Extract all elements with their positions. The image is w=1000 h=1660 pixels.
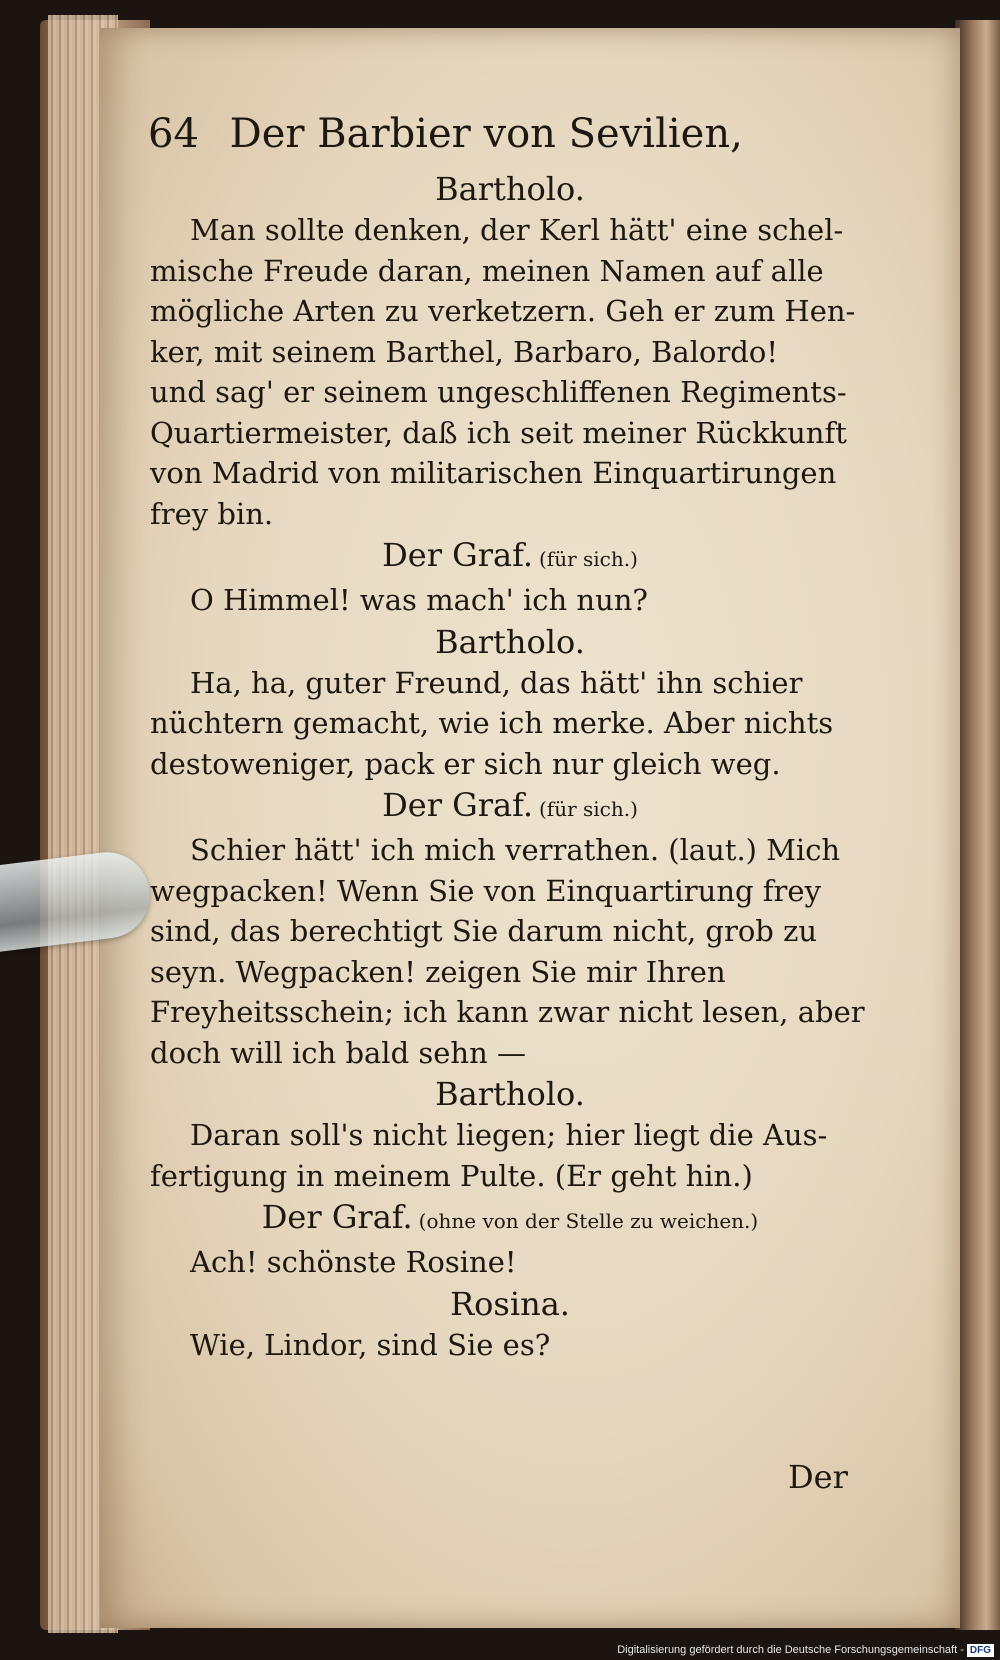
- speaker-heading: [150, 168, 870, 210]
- speech: [150, 210, 870, 534]
- speaker-heading: [150, 1283, 870, 1325]
- book-page: [100, 28, 960, 1628]
- text-line: ker, mit seinem Barthel, Barbaro, Balordo!: [150, 334, 778, 369]
- speech: [150, 663, 870, 785]
- speaker-name: Rosina.: [450, 1284, 570, 1323]
- speaker-heading: [150, 1196, 870, 1242]
- page-number: 64: [148, 111, 199, 157]
- speaker-heading: [150, 1073, 870, 1115]
- dialogue: [150, 168, 870, 1365]
- speech: [150, 580, 870, 621]
- speaker-name: Der Graf.: [382, 786, 533, 824]
- text-line: Freyheitsschein; ich kann zwar nicht lesen, aber: [150, 995, 865, 1029]
- running-header: [148, 108, 870, 160]
- speaker-name: Der Graf.: [261, 1198, 413, 1236]
- text-line: doch will ich bald sehn —: [150, 1035, 526, 1070]
- speaker-name: Bartholo.: [435, 1075, 585, 1113]
- speech: [150, 830, 870, 1073]
- text-line: Ha, ha, guter Freund, das hätt' ihn schier: [190, 665, 803, 700]
- credit-text: Digitalisierung gefördert durch die Deutsche Forschungsgemeinschaft -: [617, 1644, 964, 1656]
- text-line: Man sollte denken, der Kerl hätt' eine schel-: [190, 213, 844, 247]
- speech: [150, 1242, 870, 1283]
- running-title: Der Barbier von Sevilien,: [229, 111, 743, 157]
- speech: [150, 1115, 870, 1196]
- dfg-logo: DFG: [967, 1644, 994, 1657]
- text-line: Ach! schönste Rosine!: [190, 1245, 517, 1279]
- digitization-credit: [600, 1640, 1000, 1660]
- speaker-name: Bartholo.: [435, 622, 585, 661]
- speaker-name: Der Graf.: [382, 536, 533, 574]
- text-line: von Madrid von militarischen Einquartirungen: [150, 456, 837, 490]
- stage-direction: (ohne von der Stelle zu weichen.): [418, 1209, 759, 1233]
- text-line: wegpacken! Wenn Sie von Einquartirung frey: [150, 873, 821, 908]
- right-page-edge: [955, 20, 1000, 1630]
- speaker-heading: [150, 784, 870, 830]
- text-line: fertigung in meinem Pulte. (Er geht hin.): [150, 1158, 753, 1193]
- text-line: mische Freude daran, meinen Namen auf alle: [150, 253, 824, 288]
- text-line: sind, das berechtigt Sie darum nicht, grob zu: [150, 914, 818, 948]
- text-line: Quartiermeister, daß ich seit meiner Rückkunft: [150, 415, 847, 450]
- speaker-heading: [150, 621, 870, 663]
- text-line: frey bin.: [150, 496, 274, 531]
- text-line: O Himmel! was mach' ich nun?: [190, 583, 648, 617]
- speaker-name: Bartholo.: [435, 170, 585, 208]
- catchword: Der: [788, 1458, 848, 1496]
- text-line: Wie, Lindor, sind Sie es?: [190, 1327, 551, 1362]
- text-line: und sag' er seinem ungeschliffenen Regiments-: [150, 375, 847, 409]
- text-line: destoweniger, pack er sich nur gleich weg.: [150, 746, 781, 781]
- stage-direction: (für sich.): [538, 797, 638, 821]
- page-text: [150, 108, 870, 1365]
- text-line: nüchtern gemacht, wie ich merke. Aber nichts: [150, 706, 834, 740]
- speaker-heading: [150, 534, 870, 580]
- text-line: Daran soll's nicht liegen; hier liegt die Aus-: [190, 1118, 828, 1152]
- text-line: seyn. Wegpacken! zeigen Sie mir Ihren: [150, 954, 726, 989]
- text-line: mögliche Arten zu verketzern. Geh er zum Hen-: [150, 294, 856, 328]
- text-line: Schier hätt' ich mich verrathen. (laut.) Mich: [190, 833, 841, 867]
- stage-direction: (für sich.): [538, 547, 638, 571]
- speech: [150, 1325, 870, 1366]
